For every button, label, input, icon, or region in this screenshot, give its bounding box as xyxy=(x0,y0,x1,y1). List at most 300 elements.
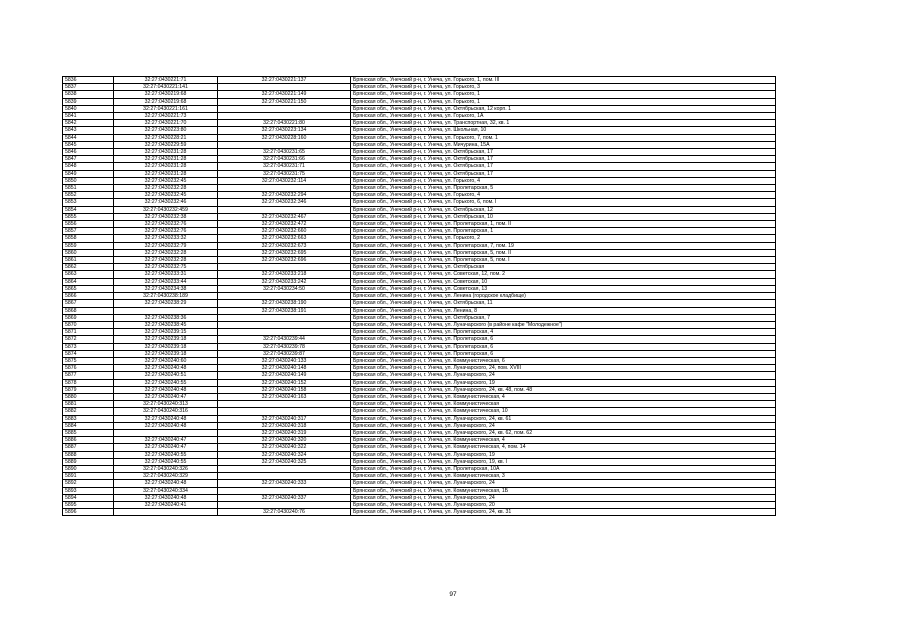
cadastral-number-cell: 32:27:0430240:48 xyxy=(114,415,218,422)
cadastral-number-cell: 32:27:0430240:55 xyxy=(114,458,218,465)
cadastral-number-cell: 32:27:0430240:334 xyxy=(114,487,218,494)
object-number-cell: 32:27:0430223:134 xyxy=(218,127,351,134)
address-cell: Брянская обл., Унечский р-н, г. Унеча, ул. Горького, 7, пом. 1 xyxy=(351,134,776,141)
row-number-cell: 5895 xyxy=(63,501,114,508)
address-cell: Брянская обл., Унечский р-н, г. Унеча, ул. Горького, 2 xyxy=(351,235,776,242)
row-number-cell: 5868 xyxy=(63,307,114,314)
cadastral-number-cell: 32:27:0430232:76 xyxy=(114,221,218,228)
table-row xyxy=(63,465,776,472)
row-number-cell: 5871 xyxy=(63,329,114,336)
row-number-cell: 5869 xyxy=(63,314,114,321)
cadastral-number-cell: 32:27:0430240:51 xyxy=(114,372,218,379)
object-number-cell: 32:27:0430239:78 xyxy=(218,343,351,350)
cadastral-number-cell: 32:27:0430238:36 xyxy=(114,314,218,321)
address-cell: Брянская обл., Унечский р-н, г. Унеча, ул. Луначарского, 19, кв. I xyxy=(351,458,776,465)
cadastral-number-cell: 32:27:0430240:329 xyxy=(114,473,218,480)
address-cell: Брянская обл., Унечский р-н, г. Унеча, ул. Коммунистическая, 10 xyxy=(351,408,776,415)
cadastral-number-cell: 32:27:0430232:46 xyxy=(114,199,218,206)
cadastral-number-cell: 32:27:0430240:326 xyxy=(114,465,218,472)
cadastral-number-cell: 32:27:0430221:141 xyxy=(114,84,218,91)
address-cell: Брянская обл., Унечский р-н, г. Унеча, ул. Октябрьская, 12 корп. 1 xyxy=(351,105,776,112)
cadastral-number-cell: 32:27:0430234:38 xyxy=(114,285,218,292)
object-number-cell xyxy=(218,465,351,472)
address-cell: Брянская обл., Унечский р-н, г. Унеча, ул. Ленина, 8 xyxy=(351,307,776,314)
table-row xyxy=(63,91,776,98)
cadastral-number-cell: 32:27:0430228:21 xyxy=(114,134,218,141)
table-row xyxy=(63,257,776,264)
cadastral-number-cell: 32:27:0430238:45 xyxy=(114,321,218,328)
address-cell: Брянская обл., Унечский р-н, г. Унеча, ул. Луначарского, 24 xyxy=(351,422,776,429)
row-number-cell: 5856 xyxy=(63,221,114,228)
row-number-cell: 5848 xyxy=(63,163,114,170)
object-number-cell: 32:27:0430240:133 xyxy=(218,357,351,364)
table-row xyxy=(63,271,776,278)
address-cell: Брянская обл., Унечский р-н, г. Унеча, ул. Коммунистическая, 3 xyxy=(351,473,776,480)
row-number-cell: 5846 xyxy=(63,149,114,156)
table-row xyxy=(63,192,776,199)
object-number-cell: 32:27:0430240:158 xyxy=(218,386,351,393)
row-number-cell: 5883 xyxy=(63,415,114,422)
row-number-cell: 5894 xyxy=(63,494,114,501)
object-number-cell: 32:27:0430232:467 xyxy=(218,213,351,220)
address-cell: Брянская обл., Унечский р-н, г. Унеча, ул. Октябрьская, 17 xyxy=(351,170,776,177)
table-row xyxy=(63,329,776,336)
cadastral-number-cell: 32:27:0430238:29 xyxy=(114,300,218,307)
address-cell: Брянская обл., Унечский р-н, г. Унеча, ул. Октябрьская, 17 xyxy=(351,163,776,170)
table-row xyxy=(63,314,776,321)
address-cell: Брянская обл., Унечский р-н, г. Унеча, ул. Пролетарская, 5, пом. II xyxy=(351,249,776,256)
table-row xyxy=(63,408,776,415)
cadastral-number-cell: 32:27:0430232:75 xyxy=(114,264,218,271)
cadastral-number-cell: 32:27:0430240:47 xyxy=(114,393,218,400)
object-number-cell xyxy=(218,487,351,494)
address-cell: Брянская обл., Унечский р-н, г. Унеча, ул. Октябрьская xyxy=(351,264,776,271)
object-number-cell xyxy=(218,185,351,192)
table-row xyxy=(63,501,776,508)
row-number-cell: 5851 xyxy=(63,185,114,192)
address-cell: Брянская обл., Унечский р-н, г. Унеча, ул. Коммунистическая, 1Б xyxy=(351,487,776,494)
address-cell: Брянская обл., Унечский р-н, г. Унеча, ул. Горького, 1А xyxy=(351,113,776,120)
address-cell: Брянская обл., Унечский р-н, г. Унеча, ул. Транспортная, 32, кв. 1 xyxy=(351,120,776,127)
table-row xyxy=(63,321,776,328)
object-number-cell xyxy=(218,206,351,213)
object-number-cell: 32:27:0430231:65 xyxy=(218,149,351,156)
address-cell: Брянская обл., Унечский р-н, г. Унеча, ул. Школьная, 10 xyxy=(351,127,776,134)
cadastral-number-cell: 32:27:0430239:18 xyxy=(114,343,218,350)
address-cell: Брянская обл., Унечский р-н, г. Унеча, ул. Горького, 1 xyxy=(351,98,776,105)
cadastral-number-cell: 32:27:0430240:55 xyxy=(114,379,218,386)
address-cell: Брянская обл., Унечский р-н, г. Унеча, ул. Луначарского, 24, кв. 61 xyxy=(351,415,776,422)
object-number-cell: 32:27:0430232:673 xyxy=(218,242,351,249)
table-row xyxy=(63,379,776,386)
address-cell: Брянская обл., Унечский р-н, г. Унеча, ул. Мичурина, 15А xyxy=(351,141,776,148)
object-number-cell xyxy=(218,314,351,321)
object-number-cell: 32:27:0430240:318 xyxy=(218,422,351,429)
object-number-cell: 32:27:0430240:148 xyxy=(218,365,351,372)
row-number-cell: 5837 xyxy=(63,84,114,91)
table-row xyxy=(63,177,776,184)
cadastral-number-cell: 32:27:0430239:18 xyxy=(114,350,218,357)
table-row xyxy=(63,149,776,156)
address-cell: Брянская обл., Унечский р-н, г. Унеча, ул. Пролетарская, 6 xyxy=(351,336,776,343)
address-cell: Брянская обл., Унечский р-н, г. Унеча, ул. Пролетарская, 4 xyxy=(351,329,776,336)
object-number-cell: 32:27:0430232:472 xyxy=(218,221,351,228)
address-cell: Брянская обл., Унечский р-н, г. Унеча, ул. Луначарского, 19 xyxy=(351,379,776,386)
table-row xyxy=(63,98,776,105)
table-row xyxy=(63,120,776,127)
row-number-cell: 5877 xyxy=(63,372,114,379)
row-number-cell: 5878 xyxy=(63,379,114,386)
row-number-cell: 5847 xyxy=(63,156,114,163)
row-number-cell: 5880 xyxy=(63,393,114,400)
table-row xyxy=(63,278,776,285)
cadastral-number-cell xyxy=(114,509,218,516)
object-number-cell: 32:27:0430228:160 xyxy=(218,134,351,141)
row-number-cell: 5857 xyxy=(63,228,114,235)
row-number-cell: 5896 xyxy=(63,509,114,516)
object-number-cell: 32:27:0430240:163 xyxy=(218,393,351,400)
object-number-cell: 32:27:0430232:696 xyxy=(218,257,351,264)
row-number-cell: 5888 xyxy=(63,451,114,458)
cadastral-number-cell: 32:27:0430240:316 xyxy=(114,408,218,415)
row-number-cell: 5853 xyxy=(63,199,114,206)
table-row xyxy=(63,127,776,134)
row-number-cell: 5858 xyxy=(63,235,114,242)
cadastral-number-cell: 32:27:0430240:313 xyxy=(114,401,218,408)
object-number-cell: 32:27:0430240:76 xyxy=(218,509,351,516)
object-number-cell xyxy=(218,501,351,508)
cadastral-number-cell: 32:27:0430232:28 xyxy=(114,249,218,256)
table-row xyxy=(63,393,776,400)
cadastral-number-cell: 32:27:0430232:459 xyxy=(114,206,218,213)
table-row xyxy=(63,235,776,242)
table-row xyxy=(63,84,776,91)
row-number-cell: 5854 xyxy=(63,206,114,213)
address-cell: Брянская обл., Унечский р-н, г. Унеча, ул. Горького, 4 xyxy=(351,192,776,199)
table-row xyxy=(63,422,776,429)
object-number-cell: 32:27:0430232:663 xyxy=(218,235,351,242)
address-cell: Брянская обл., Унечский р-н, г. Унеча, ул. Октябрьская, 17 xyxy=(351,149,776,156)
cadastral-number-cell xyxy=(114,307,218,314)
table-row xyxy=(63,372,776,379)
object-number-cell: 32:27:0430231:71 xyxy=(218,163,351,170)
cadastral-number-cell: 32:27:0430219:68 xyxy=(114,91,218,98)
address-cell: Брянская обл., Унечский р-н, г. Унеча, ул. Пролетарская, 10А xyxy=(351,465,776,472)
address-cell: Брянская обл., Унечский р-н, г. Унеча, ул. Луначарского, 24, кв. 31 xyxy=(351,509,776,516)
object-number-cell xyxy=(218,401,351,408)
object-number-cell xyxy=(218,84,351,91)
object-number-cell: 32:27:0430221:80 xyxy=(218,120,351,127)
object-number-cell xyxy=(218,141,351,148)
registry-table xyxy=(62,76,776,516)
table-row xyxy=(63,458,776,465)
row-number-cell: 5882 xyxy=(63,408,114,415)
table-row xyxy=(63,300,776,307)
cadastral-number-cell: 32:27:0430232:28 xyxy=(114,257,218,264)
object-number-cell: 32:27:0430240:317 xyxy=(218,415,351,422)
object-number-cell: 32:27:0430234:50 xyxy=(218,285,351,292)
object-number-cell xyxy=(218,473,351,480)
cadastral-number-cell: 32:27:0430233:32 xyxy=(114,235,218,242)
table-row xyxy=(63,264,776,271)
cadastral-number-cell: 32:27:0430240:60 xyxy=(114,357,218,364)
address-cell: Брянская обл., Унечский р-н, г. Унеча, ул. Луначарского, 24 xyxy=(351,480,776,487)
object-number-cell: 32:27:0430240:322 xyxy=(218,444,351,451)
cadastral-number-cell: 32:27:0430232:79 xyxy=(114,242,218,249)
table-row xyxy=(63,509,776,516)
object-number-cell: 32:27:0430232:660 xyxy=(218,228,351,235)
cadastral-number-cell: 32:27:0430240:55 xyxy=(114,451,218,458)
row-number-cell: 5861 xyxy=(63,257,114,264)
address-cell: Брянская обл., Унечский р-н, г. Унеча, ул. Октябрьская, 10 xyxy=(351,213,776,220)
table-row xyxy=(63,401,776,408)
address-cell: Брянская обл., Унечский р-н, г. Унеча, ул. Пролетарская, 5 xyxy=(351,185,776,192)
table-row xyxy=(63,437,776,444)
row-number-cell: 5863 xyxy=(63,271,114,278)
cadastral-number-cell: 32:27:0430240:48 xyxy=(114,386,218,393)
table-row xyxy=(63,285,776,292)
row-number-cell: 5841 xyxy=(63,113,114,120)
address-cell: Брянская обл., Унечский р-н, г. Унеча, ул. Коммунистическая, 4 xyxy=(351,437,776,444)
address-cell: Брянская обл., Унечский р-н, г. Унеча, ул. Советская, 10 xyxy=(351,278,776,285)
address-cell: Брянская обл., Унечский р-н, г. Унеча, ул. Октябрьская, 11 xyxy=(351,300,776,307)
table-row xyxy=(63,221,776,228)
table-row xyxy=(63,365,776,372)
row-number-cell: 5862 xyxy=(63,264,114,271)
table-row xyxy=(63,242,776,249)
cadastral-number-cell: 32:27:0430232:45 xyxy=(114,177,218,184)
address-cell: Брянская обл., Унечский р-н, г. Унеча, ул. Коммунистическая, 6 xyxy=(351,357,776,364)
cadastral-number-cell: 32:27:0430221:71 xyxy=(114,77,218,84)
row-number-cell: 5870 xyxy=(63,321,114,328)
row-number-cell: 5850 xyxy=(63,177,114,184)
object-number-cell: 32:27:0430240:333 xyxy=(218,480,351,487)
object-number-cell xyxy=(218,293,351,300)
address-cell: Брянская обл., Унечский р-н, г. Унеча, ул. Луначарского, 24 xyxy=(351,494,776,501)
cadastral-number-cell: 32:27:0430223:80 xyxy=(114,127,218,134)
row-number-cell: 5859 xyxy=(63,242,114,249)
table-row xyxy=(63,228,776,235)
row-number-cell: 5879 xyxy=(63,386,114,393)
object-number-cell: 32:27:0430233:242 xyxy=(218,278,351,285)
address-cell: Брянская обл., Унечский р-н, г. Унеча, ул. Пролетарская, 6 xyxy=(351,350,776,357)
address-cell: Брянская обл., Унечский р-н, г. Унеча, ул. Горького, 1 xyxy=(351,91,776,98)
address-cell: Брянская обл., Унечский р-н, г. Унеча, ул. Луначарского, 24, кв. 62, пом. 62 xyxy=(351,429,776,436)
row-number-cell: 5873 xyxy=(63,343,114,350)
address-cell: Брянская обл., Унечский р-н, г. Унеча, ул. Октябрьская, 7 xyxy=(351,314,776,321)
row-number-cell: 5885 xyxy=(63,429,114,436)
object-number-cell xyxy=(218,264,351,271)
object-number-cell: 32:27:0430240:320 xyxy=(218,437,351,444)
row-number-cell: 5844 xyxy=(63,134,114,141)
row-number-cell: 5860 xyxy=(63,249,114,256)
table-row xyxy=(63,77,776,84)
object-number-cell xyxy=(218,321,351,328)
row-number-cell: 5843 xyxy=(63,127,114,134)
object-number-cell: 32:27:0430240:152 xyxy=(218,379,351,386)
row-number-cell: 5864 xyxy=(63,278,114,285)
address-cell: Брянская обл., Унечский р-н, г. Унеча, ул. Луначарского, 20 xyxy=(351,501,776,508)
row-number-cell: 5889 xyxy=(63,458,114,465)
cadastral-number-cell: 32:27:0430229:59 xyxy=(114,141,218,148)
object-number-cell: 32:27:0430232:346 xyxy=(218,199,351,206)
table-row xyxy=(63,170,776,177)
row-number-cell: 5886 xyxy=(63,437,114,444)
cadastral-number-cell: 32:27:0430240:48 xyxy=(114,494,218,501)
address-cell: Брянская обл., Унечский р-н, г. Унеча, ул. Коммунистическая xyxy=(351,401,776,408)
table-row xyxy=(63,429,776,436)
address-cell: Брянская обл., Унечский р-н, г. Унеча, ул. Горького, 6, пом. I xyxy=(351,199,776,206)
table-row xyxy=(63,386,776,393)
table-row xyxy=(63,113,776,120)
object-number-cell: 32:27:0430221:150 xyxy=(218,98,351,105)
cadastral-number-cell: 32:27:0430239:18 xyxy=(114,336,218,343)
object-number-cell: 32:27:0430240:337 xyxy=(218,494,351,501)
address-cell: Брянская обл., Унечский р-н, г. Унеча, ул. Коммунистическая, 4 xyxy=(351,393,776,400)
table-row xyxy=(63,249,776,256)
address-cell: Брянская обл., Унечский р-н, г. Унеча, ул. Горького, 1, пом. III xyxy=(351,77,776,84)
row-number-cell: 5887 xyxy=(63,444,114,451)
address-cell: Брянская обл., Унечский р-н, г. Унеча, ул. Луначарского, 19 xyxy=(351,451,776,458)
object-number-cell: 32:27:0430238:190 xyxy=(218,300,351,307)
registry-table-body xyxy=(63,77,776,516)
cadastral-number-cell: 32:27:0430240:48 xyxy=(114,480,218,487)
address-cell: Брянская обл., Унечский р-н, г. Унеча, ул. Луначарского (в районе кафе "Молодежное") xyxy=(351,321,776,328)
table-row xyxy=(63,199,776,206)
table-row xyxy=(63,415,776,422)
object-number-cell xyxy=(218,329,351,336)
row-number-cell: 5890 xyxy=(63,465,114,472)
cadastral-number-cell: 32:27:0430238:189 xyxy=(114,293,218,300)
row-number-cell: 5884 xyxy=(63,422,114,429)
row-number-cell: 5865 xyxy=(63,285,114,292)
object-number-cell xyxy=(218,113,351,120)
cadastral-number-cell: 32:27:0430232:28 xyxy=(114,185,218,192)
table-row xyxy=(63,206,776,213)
object-number-cell: 32:27:0430232:294 xyxy=(218,192,351,199)
address-cell: Брянская обл., Унечский р-н, г. Унеча, ул. Советская, 12, пом. 2 xyxy=(351,271,776,278)
row-number-cell: 5845 xyxy=(63,141,114,148)
address-cell: Брянская обл., Унечский р-н, г. Унеча, ул. Октябрьская, 17 xyxy=(351,156,776,163)
cadastral-number-cell: 32:27:0430231:28 xyxy=(114,170,218,177)
object-number-cell: 32:27:0430232:695 xyxy=(218,249,351,256)
row-number-cell: 5874 xyxy=(63,350,114,357)
row-number-cell: 5852 xyxy=(63,192,114,199)
table-row xyxy=(63,156,776,163)
table-row xyxy=(63,473,776,480)
address-cell: Брянская обл., Унечский р-н, г. Унеча, ул. Горького, 3 xyxy=(351,84,776,91)
cadastral-number-cell: 32:27:0430240:47 xyxy=(114,444,218,451)
row-number-cell: 5849 xyxy=(63,170,114,177)
cadastral-number-cell: 32:27:0430240:47 xyxy=(114,437,218,444)
table-row xyxy=(63,185,776,192)
object-number-cell: 32:27:0430231:66 xyxy=(218,156,351,163)
table-row xyxy=(63,480,776,487)
row-number-cell: 5875 xyxy=(63,357,114,364)
row-number-cell: 5839 xyxy=(63,98,114,105)
cadastral-number-cell: 32:27:0430231:28 xyxy=(114,156,218,163)
table-row xyxy=(63,213,776,220)
cadastral-number-cell: 32:27:0430219:68 xyxy=(114,98,218,105)
cadastral-number-cell: 32:27:0430233:44 xyxy=(114,278,218,285)
address-cell: Брянская обл., Унечский р-н, г. Унеча, ул. Октябрьская, 12 xyxy=(351,206,776,213)
table-row xyxy=(63,487,776,494)
cadastral-number-cell: 32:27:0430221:161 xyxy=(114,105,218,112)
object-number-cell: 32:27:0430221:149 xyxy=(218,91,351,98)
cadastral-number-cell: 32:27:0430239:15 xyxy=(114,329,218,336)
address-cell: Брянская обл., Унечский р-н, г. Унеча, ул. Коммунистическая, 4, пом. 14 xyxy=(351,444,776,451)
address-cell: Брянская обл., Унечский р-н, г. Унеча, ул. Луначарского, 24 xyxy=(351,372,776,379)
table-row xyxy=(63,350,776,357)
address-cell: Брянская обл., Унечский р-н, г. Унеча, ул. Советская, 13 xyxy=(351,285,776,292)
object-number-cell: 32:27:0430240:319 xyxy=(218,429,351,436)
object-number-cell: 32:27:0430221:137 xyxy=(218,77,351,84)
object-number-cell: 32:27:0430240:325 xyxy=(218,458,351,465)
table-row xyxy=(63,357,776,364)
row-number-cell: 5881 xyxy=(63,401,114,408)
object-number-cell: 32:27:0430240:324 xyxy=(218,451,351,458)
object-number-cell xyxy=(218,105,351,112)
row-number-cell: 5872 xyxy=(63,336,114,343)
table-row xyxy=(63,343,776,350)
table-row xyxy=(63,494,776,501)
row-number-cell: 5867 xyxy=(63,300,114,307)
table-row xyxy=(63,451,776,458)
cadastral-number-cell xyxy=(114,429,218,436)
address-cell: Брянская обл., Унечский р-н, г. Унеча, ул. Луначарского, 24, кв. 48, пом. 48 xyxy=(351,386,776,393)
cadastral-number-cell: 32:27:0430231:28 xyxy=(114,149,218,156)
page-number: 97 xyxy=(449,591,457,598)
cadastral-number-cell: 32:27:0430221:73 xyxy=(114,113,218,120)
object-number-cell: 32:27:0430240:149 xyxy=(218,372,351,379)
table-row xyxy=(63,293,776,300)
object-number-cell: 32:27:0430239:87 xyxy=(218,350,351,357)
cadastral-number-cell: 32:27:0430240:48 xyxy=(114,365,218,372)
cadastral-number-cell: 32:27:0430231:28 xyxy=(114,163,218,170)
object-number-cell: 32:27:0430232:114 xyxy=(218,177,351,184)
row-number-cell: 5876 xyxy=(63,365,114,372)
table-row xyxy=(63,307,776,314)
row-number-cell: 5842 xyxy=(63,120,114,127)
row-number-cell: 5891 xyxy=(63,473,114,480)
cadastral-number-cell: 32:27:0430232:38 xyxy=(114,213,218,220)
address-cell: Брянская обл., Унечский р-н, г. Унеча, ул. Пролетарская, 1 xyxy=(351,228,776,235)
table-row xyxy=(63,336,776,343)
object-number-cell: 32:27:0430239:44 xyxy=(218,336,351,343)
row-number-cell: 5893 xyxy=(63,487,114,494)
table-row xyxy=(63,444,776,451)
cadastral-number-cell: 32:27:0430240:41 xyxy=(114,501,218,508)
object-number-cell: 32:27:0430238:191 xyxy=(218,307,351,314)
object-number-cell xyxy=(218,408,351,415)
address-cell: Брянская обл., Унечский р-н, г. Унеча, ул. Луначарского, 24, пом. XVIII xyxy=(351,365,776,372)
address-cell: Брянская обл., Унечский р-н, г. Унеча, ул. Ленина (городское кладбище) xyxy=(351,293,776,300)
table-row xyxy=(63,105,776,112)
row-number-cell: 5866 xyxy=(63,293,114,300)
address-cell: Брянская обл., Унечский р-н, г. Унеча, ул. Пролетарская, 5, пом. I xyxy=(351,257,776,264)
address-cell: Брянская обл., Унечский р-н, г. Унеча, ул. Горького, 4 xyxy=(351,177,776,184)
table-row xyxy=(63,163,776,170)
table-row xyxy=(63,134,776,141)
cadastral-number-cell: 32:27:0430233:31 xyxy=(114,271,218,278)
cadastral-number-cell: 32:27:0430232:76 xyxy=(114,228,218,235)
object-number-cell: 32:27:0430233:218 xyxy=(218,271,351,278)
address-cell: Брянская обл., Унечский р-н, г. Унеча, ул. Пролетарская, 7, пом. 19 xyxy=(351,242,776,249)
row-number-cell: 5836 xyxy=(63,77,114,84)
cadastral-number-cell: 32:27:0430240:48 xyxy=(114,422,218,429)
cadastral-number-cell: 32:27:0430232:45 xyxy=(114,192,218,199)
table-row xyxy=(63,141,776,148)
